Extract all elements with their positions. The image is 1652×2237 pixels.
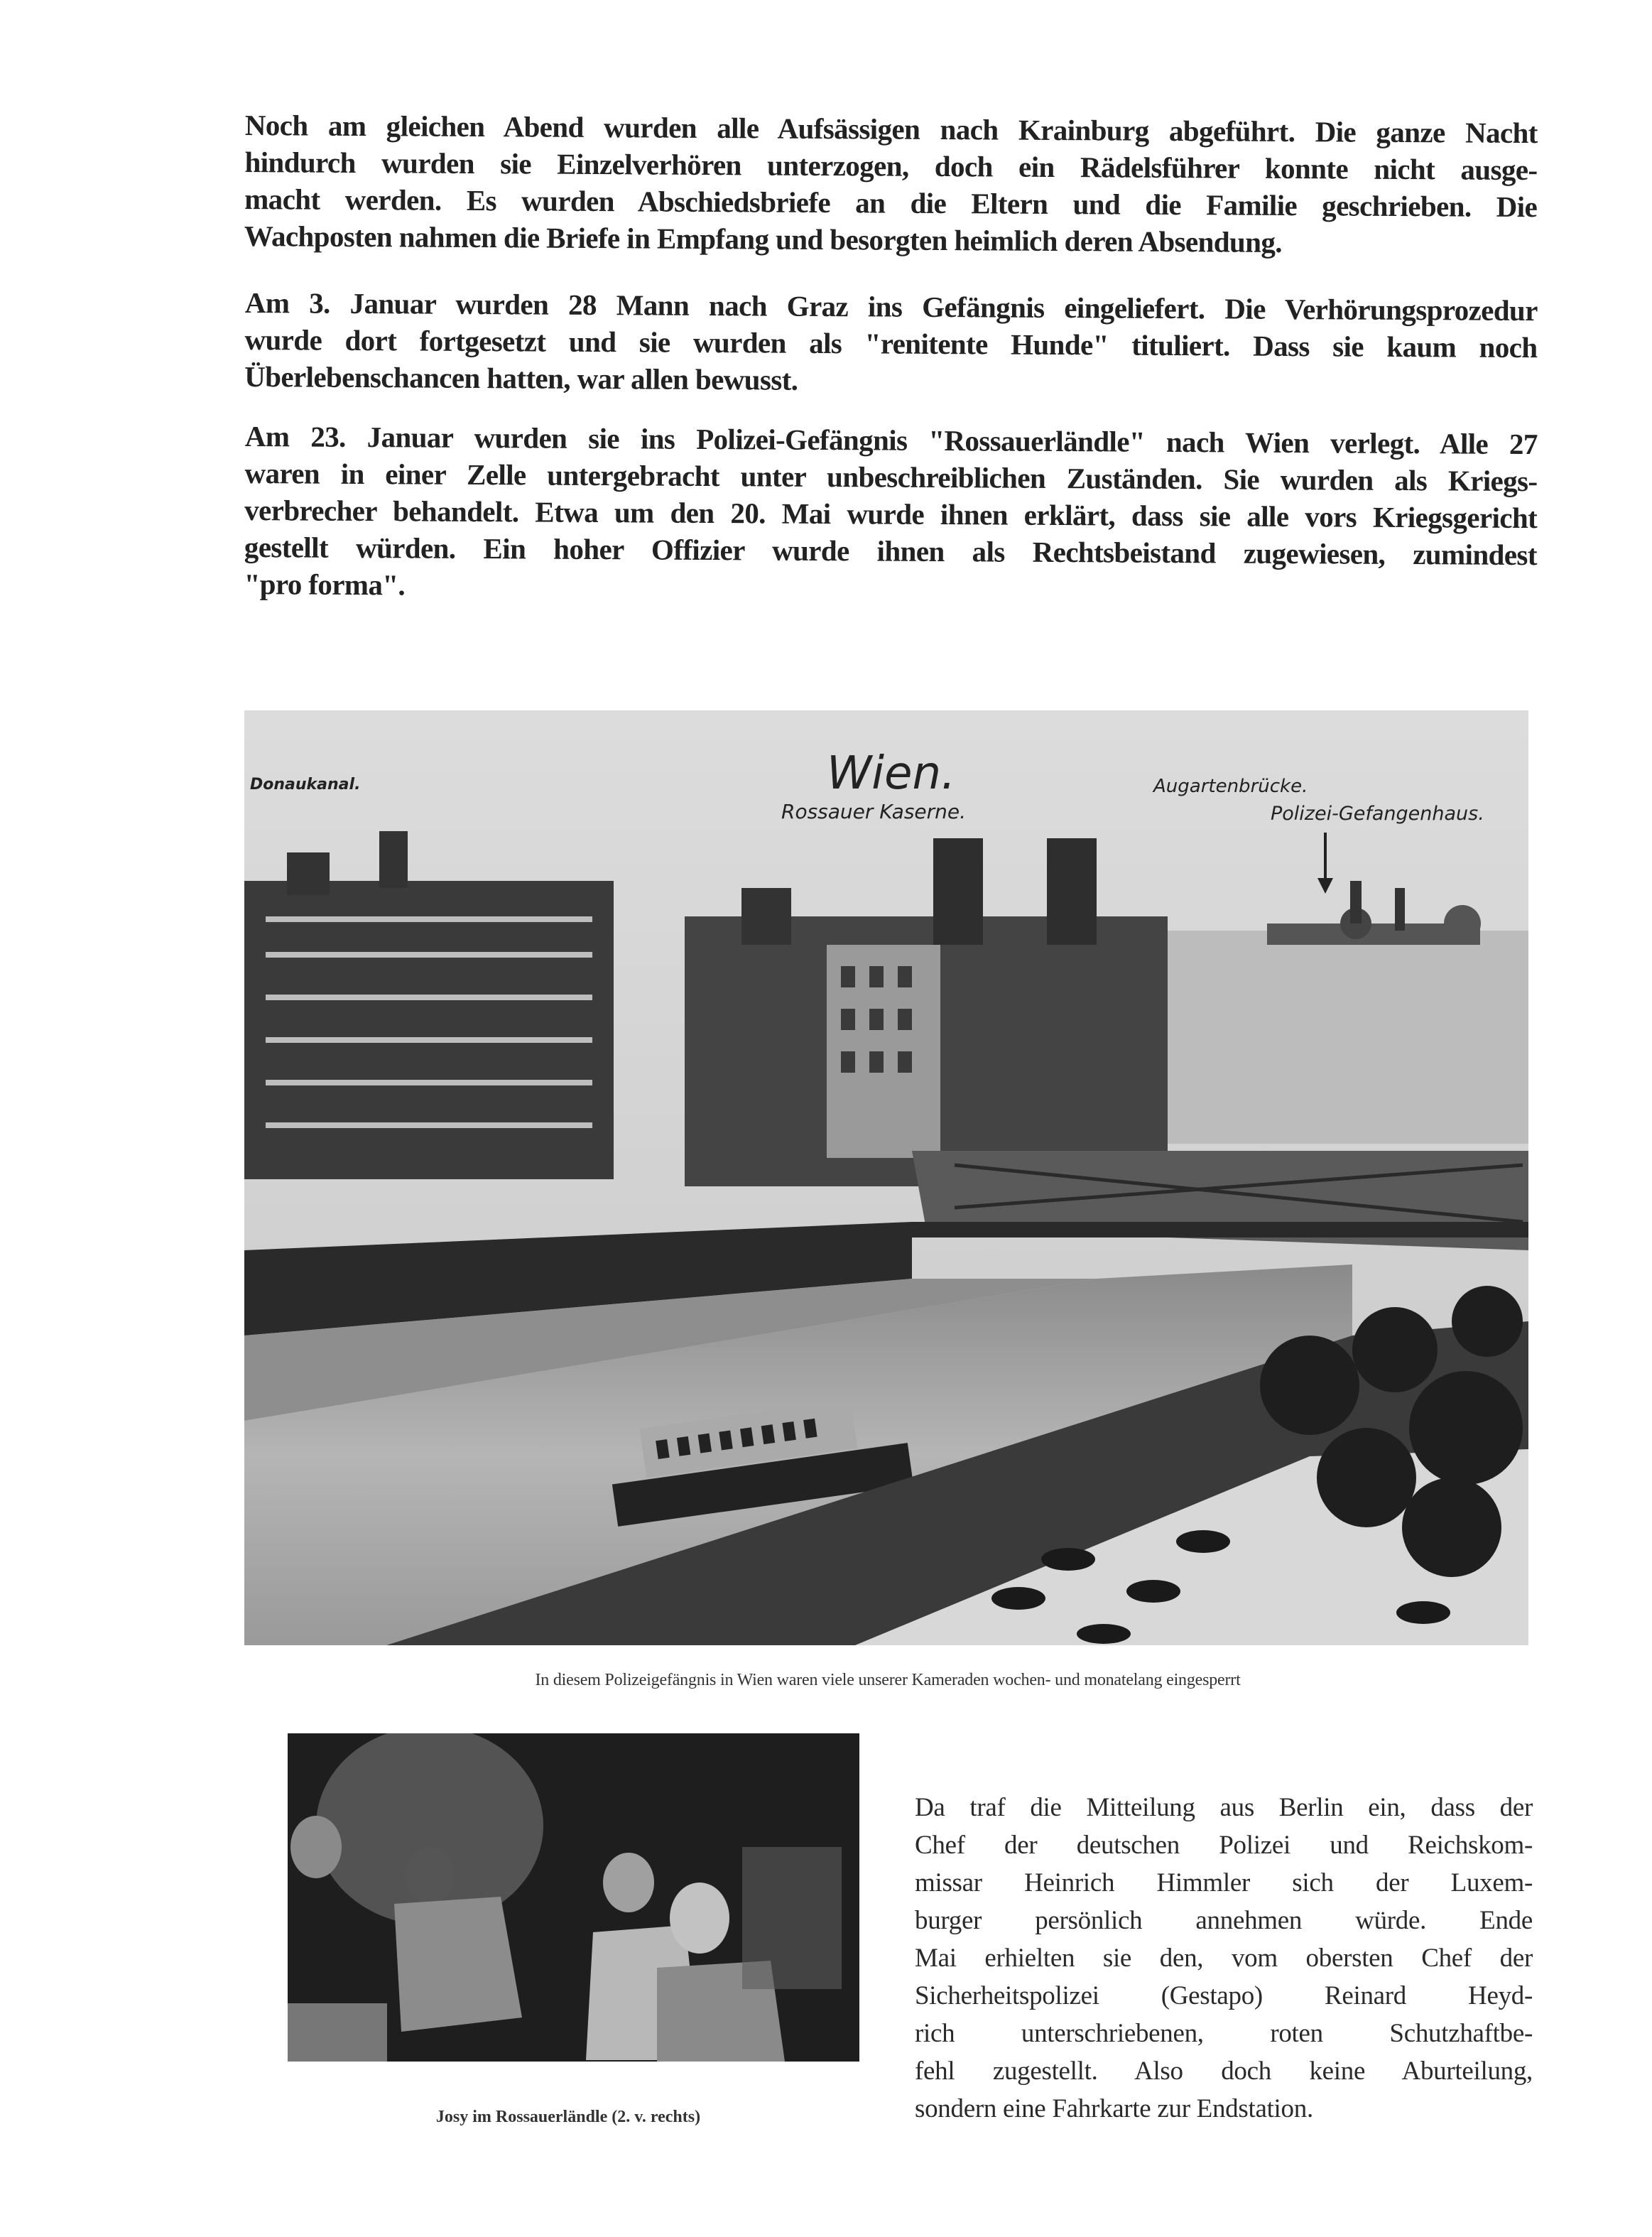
arrow-down-icon: [1324, 833, 1327, 889]
text-line: macht werden. Es wurden Abschiedsbriefe an die Eltern und die Familie geschrieben. Die: [244, 182, 1538, 224]
paragraph-graz: [244, 284, 1538, 403]
paragraph-wien: [244, 418, 1538, 610]
text-line: sondern eine Fahrkarte zur Endstation.: [915, 2094, 1313, 2123]
label-donaukanal: Donaukanal.: [250, 776, 361, 793]
label-wien: Wien.: [827, 747, 956, 800]
text-line: gestellt würden. Ein hoher Offizier wurde ihnen als Rechtsbeistand zugewiesen, zumindest: [244, 530, 1537, 572]
postcard-illustration: [244, 710, 1528, 1645]
label-rossauer-kaserne: Rossauer Kaserne.: [781, 800, 967, 823]
text-line: wurde dort fortgesetzt und sie wurden als "renitente Hunde" tituliert. Dass sie kaum noch: [244, 323, 1538, 364]
vienna-postcard-photo: [244, 710, 1528, 1645]
text-line: waren in einer Zelle untergebracht unter unbeschreiblichen Zuständen. Sie wurden als Kriegs-: [244, 456, 1538, 498]
text-line: rich unterschriebenen, roten Schutzhaftbe-: [915, 2019, 1533, 2048]
paragraph-berlin: [915, 1789, 1533, 2128]
text-line: missar Heinrich Himmler sich der Luxem-: [915, 1868, 1533, 1897]
cell-group-photo: [288, 1733, 859, 2062]
text-line: Überlebenschancen hatten, war allen bewusst.: [244, 359, 798, 396]
text-line: Mai erhielten sie den, vom obersten Chef der: [915, 1944, 1533, 1973]
text-line: fehl zugestellt. Also doch keine Aburteilung,: [915, 2057, 1533, 2086]
text-line: "pro forma".: [244, 567, 406, 602]
text-line: Am 23. Januar wurden sie ins Polizei-Gefängnis "Rossauerländle" nach Wien verlegt. Alle 27: [244, 419, 1538, 461]
label-augartenbruecke: Augartenbrücke.: [1153, 776, 1308, 797]
text-line: Chef der deutschen Polizei und Reichskom-: [915, 1831, 1533, 1860]
text-line: hindurch wurden sie Einzelverhören unterzogen, doch ein Rädelsführer konnte nicht ausge-: [244, 145, 1538, 187]
small-photo-caption: Josy im Rossauerländle (2. v. rechts): [435, 2108, 701, 2126]
prisoners-photo-illustration: [288, 1733, 859, 2062]
text-line: Noch am gleichen Abend wurden alle Aufsässigen nach Krainburg abgeführt. Die ganze Nacht: [244, 108, 1538, 150]
text-line: verbrecher behandelt. Etwa um den 20. Mai wurde ihnen erklärt, dass sie alle vors Kriegsgericht: [244, 493, 1538, 535]
main-photo-caption: In diesem Polizeigefängnis in Wien waren viele unserer Kameraden wochen- und monatelang eingesperrt: [535, 1671, 1241, 1689]
text-line: Sicherheitspolizei (Gestapo) Reinard Heyd-: [915, 1981, 1533, 2010]
label-polizei-gefangenhaus: Polizei-Gefangenhaus.: [1271, 803, 1484, 825]
text-line: Da traf die Mitteilung aus Berlin ein, dass der: [915, 1793, 1533, 1822]
text-line: Am 3. Januar wurden 28 Mann nach Graz ins Gefängnis eingeliefert. Die Verhörungsprozedur: [244, 286, 1538, 327]
text-line: Wachposten nahmen die Briefe in Empfang und besorgten heimlich deren Absendung.: [244, 219, 1283, 259]
text-line: burger persönlich annehmen würde. Ende: [915, 1906, 1533, 1935]
paragraph-krainburg: [244, 107, 1538, 262]
